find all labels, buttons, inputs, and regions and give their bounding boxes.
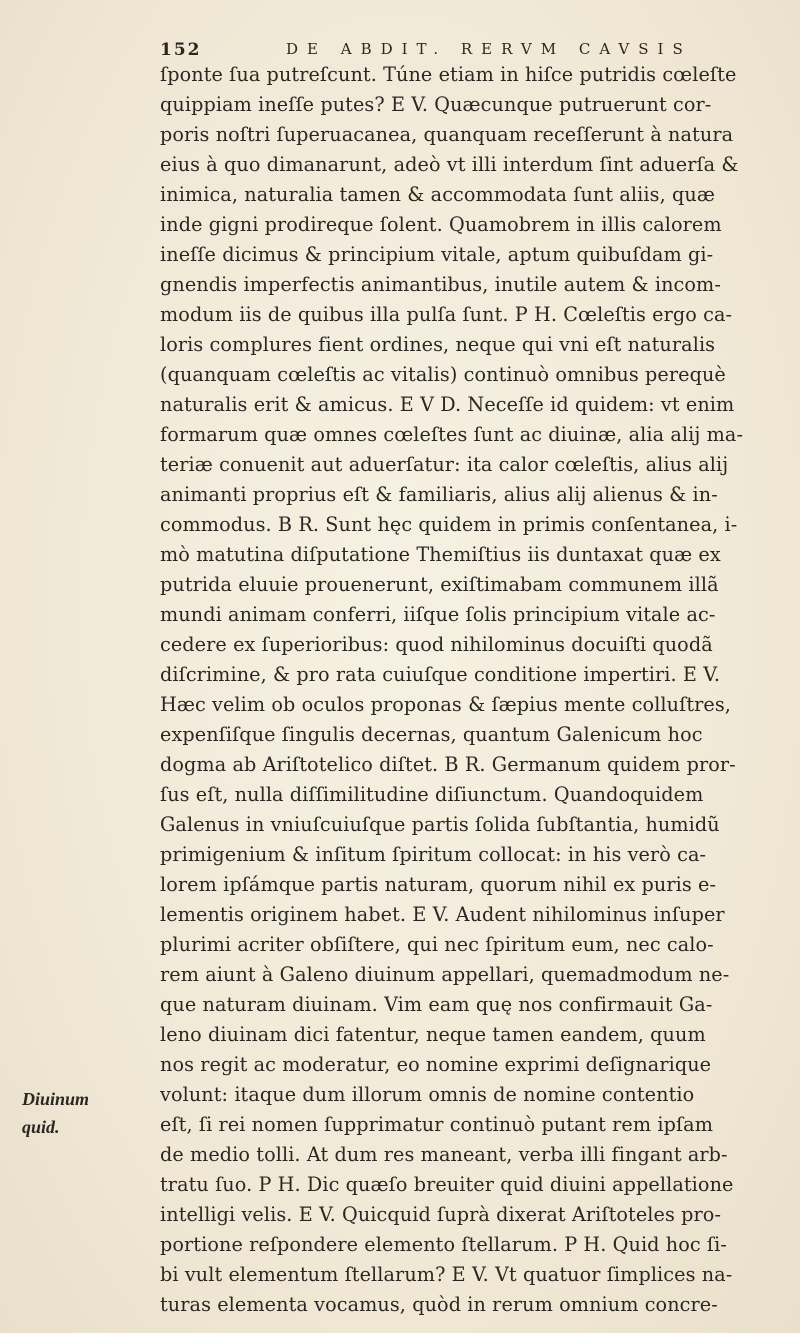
text-line: Hæc velim ob oculos proponas & ſæpius mente colluſtres, (160, 693, 732, 716)
text-line: primigenium & inſitum ſpiritum collocat: in his verò ca- (160, 843, 707, 866)
text-line: volunt: itaque dum illorum omnis de nomine contentio (160, 1083, 695, 1106)
body-text (160, 60, 765, 1320)
text-line: gnendis imperfectis animantibus, inutile autem & incom- (160, 273, 721, 296)
text-line: intelligi velis. E V. Quicquid ſuprà dixerat Ariſtoteles pro- (160, 1203, 722, 1226)
text-line: commodus. B R. Sunt hęc quidem in primis conſentanea, i- (160, 513, 738, 536)
text-line: eius à quo dimanarunt, adeò vt illi interdum ſint aduerſa & (160, 153, 739, 176)
text-line: lementis originem habet. E V. Audent nihilominus inſuper (160, 903, 725, 926)
page-number: 152 (160, 40, 202, 60)
text-line: ſponte ſua putreſcunt. Túne etiam in hiſce putridis cœleſte (160, 63, 737, 86)
text-line: formarum quæ omnes cœleſtes ſunt ac diuinæ, alia alij ma- (160, 423, 744, 446)
text-line: que naturam diuinam. Vim eam quę nos confirmauit Ga- (160, 993, 713, 1016)
text-line: inimica, naturalia tamen & accommodata ſunt aliis, quæ (160, 183, 715, 206)
text-line: ſus eſt, nulla diſſimilitudine diſiunctum. Quandoquidem (160, 783, 704, 806)
text-line: mundi animam conferri, iiſque ſolis principium vitale ac- (160, 603, 716, 626)
text-line: Galenus in vniuſcuiuſque partis ſolida ſubſtantia, humidũ (160, 813, 720, 836)
text-line: portione reſpondere elemento ſtellarum. P H. Quid hoc ſi- (160, 1233, 727, 1256)
text-line: quippiam ineſſe putes? E V. Quæcunque putruerunt cor- (160, 93, 712, 116)
text-line: eſt, ſi rei nomen ſupprimatur continuò putant rem ipſam (160, 1113, 713, 1136)
text-line: expenſiſque ſingulis decernas, quantum Galenicum hoc (160, 723, 703, 746)
text-line: lorem ipſámque partis naturam, quorum nihil ex puris e- (160, 873, 717, 896)
margin-note-line-2: quid. (22, 1117, 60, 1137)
text-line: (quanquam cœleſtis ac vitalis) continuò omnibus perequè (160, 363, 726, 386)
text-line: rem aiunt à Galeno diuinum appellari, quemadmodum ne- (160, 963, 730, 986)
text-line: naturalis erit & amicus. E V D. Neceſſe id quidem: vt enim (160, 393, 735, 416)
running-title: DE ABDIT. RERVM CAVSIS (286, 40, 692, 58)
text-line: tratu ſuo. P H. Dic quæſo breuiter quid diuini appellatione (160, 1173, 734, 1196)
text-line: bi vult elementum ſtellarum? E V. Vt quatuor ſimplices na- (160, 1263, 733, 1286)
text-line: cedere ex ſuperioribus: quod nihilominus docuiſti quodã (160, 633, 713, 656)
text-line: teriæ conuenit aut aduerſatur: ita calor cœleſtis, alius alij (160, 453, 729, 476)
text-line: leno diuinam dici fatentur, neque tamen eandem, quum (160, 1023, 706, 1046)
text-line: mò matutina diſputatione Themiſtius iis duntaxat quæ ex (160, 543, 721, 566)
text-line: modum iis de quibus illa pulſa ſunt. P H. Cœleſtis ergo ca- (160, 303, 733, 326)
text-line: putrida eluuie prouenerunt, exiſtimabam communem illã (160, 573, 719, 596)
text-line: inde gigni prodireque ſolent. Quamobrem in illis calorem (160, 213, 722, 236)
text-line: animanti proprius eſt & familiaris, alius alij alienus & in- (160, 483, 718, 506)
running-header (160, 40, 720, 62)
text-line: nos regit ac moderatur, eo nomine exprimi deſignarique (160, 1053, 712, 1076)
text-line: poris noſtri ſuperuacanea, quanquam receſſerunt à natura (160, 123, 734, 146)
text-line: diſcrimine, & pro rata cuiuſque conditione impertiri. E V. (160, 663, 721, 686)
margin-note-line-1: Diuinum (22, 1089, 90, 1109)
text-line: dogma ab Ariſtotelico diſtet. B R. Germanum quidem pror- (160, 753, 736, 776)
text-line: de medio tolli. At dum res maneant, verba illi fingant arb- (160, 1143, 728, 1166)
text-line: plurimi acriter obſiſtere, qui nec ſpiritum eum, nec calo- (160, 933, 714, 956)
text-line: turas elementa vocamus, quòd in rerum omnium concre- (160, 1293, 718, 1316)
text-line: loris complures fient ordines, neque qui vni eſt naturalis (160, 333, 716, 356)
text-line: ineſſe dicimus & principium vitale, aptum quibuſdam gi- (160, 243, 714, 266)
